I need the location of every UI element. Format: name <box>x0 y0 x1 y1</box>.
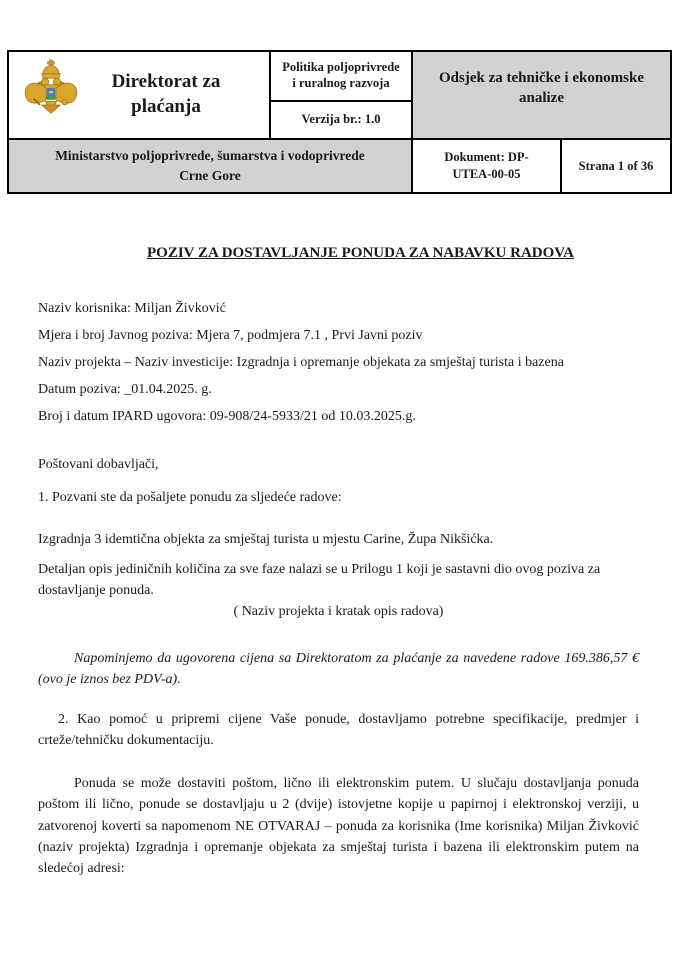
info-line-contract: Broj i datum IPARD ugovora: 09-908/24-5933/21 od 10.03.2025.g. <box>38 409 416 424</box>
header-row-1 <box>9 52 670 140</box>
ministry-label: Ministarstvo poljoprivrede, šumarstva i vodoprivrede Crne Gore <box>9 140 413 192</box>
list-item-1: 1. Pozvani ste da pošaljete ponudu za sljedeće radove: <box>38 490 342 505</box>
salutation: Poštovani dobavljači, <box>38 457 159 472</box>
org-cell <box>9 52 271 138</box>
document-body <box>38 194 639 879</box>
info-line-beneficiary: Naziv korisnika: Miljan Živković <box>38 301 226 316</box>
works-description: Izgradnja 3 idemtična objekta za smještaj turista u mjestu Carine, Župa Nikšićka. <box>38 532 494 547</box>
detail-paragraph: Detaljan opis jediničnih količina za sve faze nalazi se u Prilogu 1 koji je sastavni dio ovog poziva za dostavljanje ponuda. <box>38 562 601 598</box>
info-line-measure: Mjera i broj Javnog poziva: Mjera 7, podmjera 7.1 , Prvi Javni poziv <box>38 328 423 343</box>
delivery-paragraph: Ponuda se može dostaviti poštom, lično ili elektronskim putem. U slučaju dostavljanja ponuda poštom ili lično, ponude se dostavljaju u 2 (dvije) istovjetne kopije u papirnoj i elektronskoj verziji, u zatvorenoj koverti sa napomenom NE OTVARAJ – ponuda za korisnika (Ime korisnika) Miljan Živković (naziv projekta) Izgradnja i opremanje objekata za smještaj turista i bazena ili elektronskim putem na sledećoj adresi: <box>38 776 639 877</box>
org-title: Direktorat za plaćanja <box>111 71 221 117</box>
info-line-call-date: Datum poziva: _01.04.2025. g. <box>38 382 212 397</box>
document-header-table <box>7 50 672 194</box>
montenegro-coat-of-arms-icon <box>21 59 81 132</box>
page-number-label: Strana 1 of 36 <box>578 158 654 173</box>
document-title: POZIV ZA DOSTAVLJANJE PONUDA ZA NABAVKU RADOVA <box>146 245 575 261</box>
header-row-2 <box>9 140 670 192</box>
department-label: Odsjek za tehničke i ekonomske analize <box>413 52 670 138</box>
version-label: Verzija br.: 1.0 <box>301 112 381 127</box>
info-line-project: Naziv projekta – Naziv investicije: Izgradnja i opremanje objekata za smještaj turista i bazena <box>38 355 564 370</box>
info-block <box>38 295 639 430</box>
document-code-label: Dokument: DP-UTEA-00-05 <box>413 140 562 192</box>
price-note: Napominjemo da ugovorena cijena sa Direktoratom za plaćanje za navedene radove 169.386,57 € (ovo je iznos bez PDV-a). <box>38 651 639 687</box>
list-item-2: 2. Kao pomoć u pripremi cijene Vaše ponude, dostavljamo potrebne specifikacije, predmjer i crteže/tehničku dokumentaciju. <box>38 712 639 748</box>
centered-note: ( Naziv projekta i kratak opis radova) <box>233 604 444 619</box>
policy-label: Politika poljoprivrede i ruralnog razvoja <box>271 52 411 102</box>
policy-version-column <box>271 52 413 138</box>
